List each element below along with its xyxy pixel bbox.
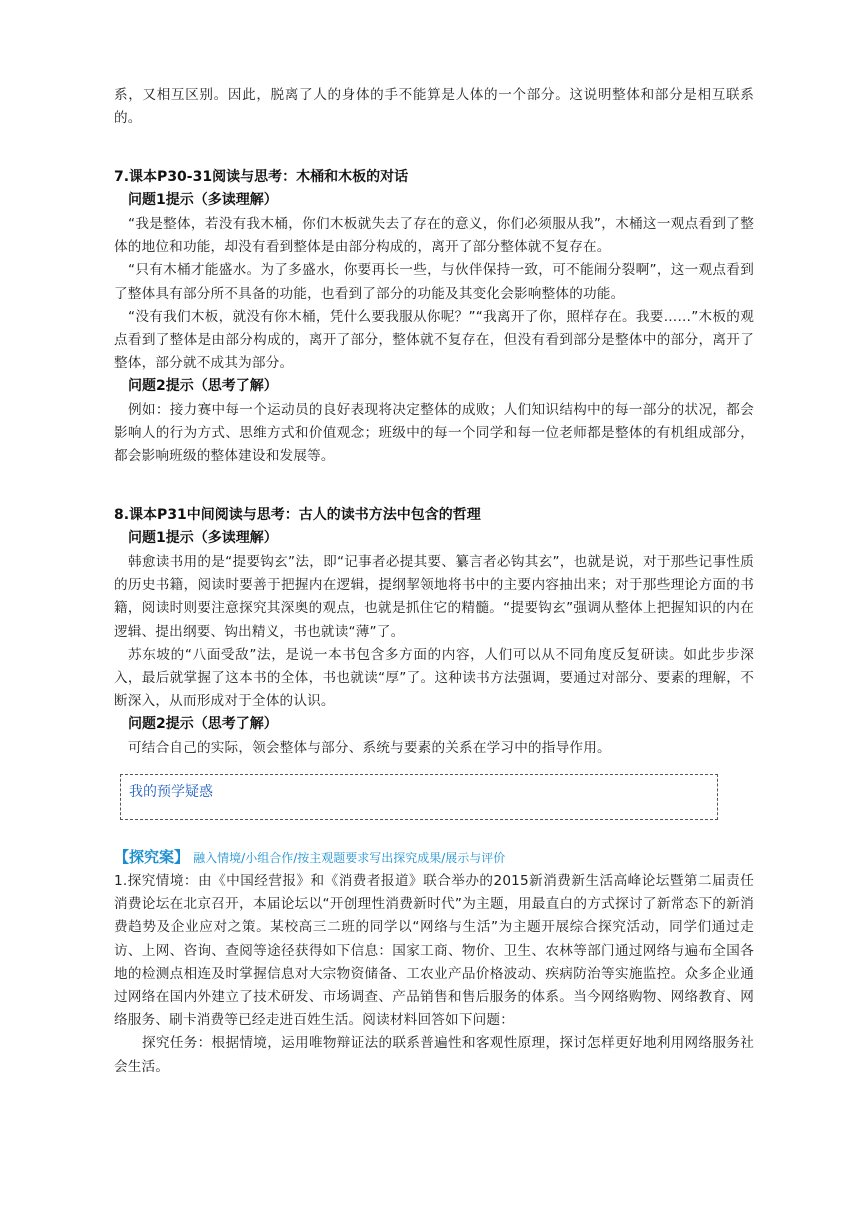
section7-q2-label: 问题2提示（思考了解）	[128, 378, 278, 395]
section7-q1-paragraph: “只有木桶才能盛水。为了多盛水，你要再长一些，与伙伴保持一致，可不能闹分裂啊”，这一观点看到了整体具有部分所不具备的功能，也看到了部分的功能及其变化会影响整体的功能。	[114, 262, 754, 302]
pre-study-questions-label: 我的预学疑惑	[129, 784, 213, 801]
intro-paragraph: 系，又相互区别。因此，脱离了人的身体的手不能算是人体的一个部分。这说明整体和部分是相互联系的。	[114, 87, 754, 127]
section7-q2-paragraph: 例如：接力赛中每一个运动员的良好表现将决定整体的成败；人们知识结构中的每一部分的状况，都会影响人的行为方式、思维方式和价值观念；班级中的每一个同学和每一位老师都是整体的有机组成部分，都会影响班级的整体建设和发展等。	[114, 401, 754, 465]
inquiry-tag: 【探究案】	[114, 848, 190, 867]
inquiry-task: 探究任务：根据情境，运用唯物辩证法的联系普遍性和客观性原理，探讨怎样更好地利用网络服务社会生活。	[114, 1035, 754, 1075]
section7-title: 7.课本P30-31阅读与思考：木桶和木板的对话	[114, 169, 409, 186]
section8-q1-paragraph: 苏东坡的“八面受敌”法，是说一本书包含多方面的内容，人们可以从不同角度反复研读。如此步步深入，最后就掌握了这本书的全体，书也就读“厚”了。这种读书方法强调，要通过对部分、要素的理解，不断深入，从而形成对于全体的认识。	[114, 646, 754, 710]
section7-q1-label: 问题1提示（多读理解）	[128, 192, 278, 209]
section8-title: 8.课本P31中间阅读与思考：古人的读书方法中包含的哲理	[114, 507, 481, 524]
document-content	[114, 84, 754, 1079]
inquiry-header	[114, 846, 754, 870]
section8-q2-label: 问题2提示（思考了解）	[128, 716, 278, 733]
section7-q1-paragraph: “没有我们木板，就没有你木桶，凭什么要我服从你呢？”“我离开了你，照样存在。我要……”木板的观点看到了整体是由部分构成的，离开了部分，整体就不复存在，但没有看到部分是整体中的部分，离开了整体，部分就不成其为部分。	[114, 308, 754, 372]
inquiry-note: 融入情境/小组合作/按主观题要求写出探究成果/展示与评价	[193, 851, 506, 866]
section8-q2-paragraph: 可结合自己的实际，领会整体与部分、系统与要素的关系在学习中的指导作用。	[128, 739, 611, 756]
pre-study-questions-box[interactable]	[120, 774, 718, 820]
spacer	[114, 468, 754, 485]
inquiry-item-1: 1.探究情境：由《中国经营报》和《消费者报道》联合举办的2015新消费新生活高峰论坛暨第二届责任消费论坛在北京召开，本届论坛以“开创理性消费新时代”为主题，用最直白的方式探讨了新常态下的新消费趋势及企业应对之策。某校高三二班的同学以“网络与生活”为主题开展综合探究活动，同学们通过走访、上网、咨询、查阅等途径获得如下信息：国家工商、物价、卫生、农林等部门通过网络与遍布全国各地的检测点相连及时掌握信息对大宗物资储备、工农业产品价格波动、疾病防治等实施监控。众多企业通过网络在国内外建立了技术研发、市场调查、产品销售和售后服务的体系。当今网络购物、网络教育、网络服务、刷卡消费等已经走进百姓生活。阅读材料回答如下问题：	[114, 873, 754, 1029]
section8-q1-paragraph: 韩愈读书用的是“提要钩玄”法，即“记事者必提其要、纂言者必钩其玄”，也就是说，对于那些记事性质的历史书籍，阅读时要善于把握内在逻辑，提纲挈领地将书中的主要内容抽出来；对于那些理论方面的书籍，阅读时则要注意探究其深奥的观点，也就是抓住它的精髓。“提要钩玄”强调从整体上把握知识的内在逻辑、提出纲要、钩出精义，书也就读“薄”了。	[114, 553, 754, 640]
spacer	[114, 130, 754, 147]
section7-q1-paragraph: “我是整体，若没有我木桶，你们木板就失去了存在的意义，你们必须服从我”，木桶这一观点看到了整体的地位和功能，却没有看到整体是由部分构成的，离开了部分整体就不复存在。	[114, 215, 754, 256]
section8-q1-label: 问题1提示（多读理解）	[128, 530, 278, 547]
